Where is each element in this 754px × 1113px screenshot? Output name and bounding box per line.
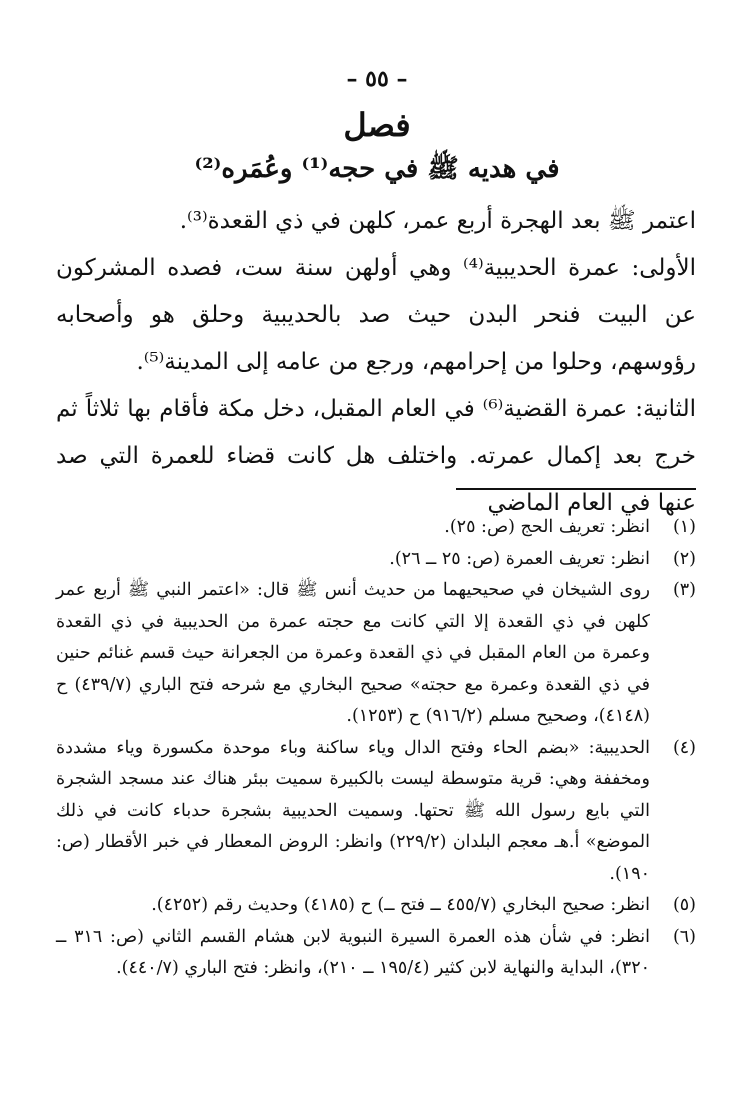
- paragraph-second-umrah: الثانية: عمرة القضية⁽⁶⁾ في العام المقبل، دخل مكة فأقام بها ثلاثاً ثم خرج بعد إكمال عمرته. واختلف هل كانت قضاء للعمرة التي صد عنها في العام الماضي: [56, 396, 696, 516]
- footnote-item: [56, 544, 696, 576]
- main-text: [56, 198, 696, 527]
- footnote-number: (٣): [672, 580, 696, 600]
- footnote-text: انظر: تعريف الحج (ص: ٢٥).: [444, 517, 650, 537]
- footnote-number: (١): [672, 517, 696, 537]
- footnote-number: (٢): [672, 548, 696, 569]
- footnote-separator: [456, 488, 696, 490]
- footnote-number: (٥): [672, 895, 696, 915]
- page-number: – ٥٥ –: [346, 66, 408, 92]
- section-subtitle: في هديه ﷺ في حجه⁽¹⁾ وعُمَره⁽²⁾: [194, 154, 560, 184]
- footnote-text: انظر: صحيح البخاري (٤٥٥/٧ ــ فتح ــ) ح (٤١٨٥) وحديث رقم (٤٢٥٢).: [151, 895, 650, 915]
- footnote-item: [56, 733, 696, 891]
- footnote-item: [56, 512, 696, 544]
- paragraph-first-umrah: الأولى: عمرة الحديبية⁽⁴⁾ وهي أولهن سنة ست، فصده المشركون عن البيت فنحر البدن حيث صد بالحديبية وحلق هو وأصحابه رؤوسهم، وحلوا من إحرامهم، ورجع من عامه إلى المدينة⁽⁵⁾.: [56, 255, 696, 375]
- footnote-item: [56, 922, 696, 985]
- footnote-text: انظر: تعريف العمرة (ص: ٢٥ ــ ٢٦).: [389, 548, 650, 569]
- footnote-text: الحديبية: «بضم الحاء وفتح الدال وياء ساكنة وباء موحدة مكسورة وياء مشددة ومخففة وهي: قرية متوسطة ليست بالكبيرة سميت ببئر هناك عند مسجد الشجرة التي بايع رسول الله ﷺ تحتها. وسميت الحديبية بشجرة حدباء كانت في ذلك الموضع» أ.هـ معجم البلدان (٢٢٩/٢) وانظر: الروض المعطار في خبر الأقطار (ص: ١٩٠).: [56, 737, 650, 884]
- chapter-title: فصل: [343, 106, 411, 144]
- footnote-number: (٦): [672, 926, 696, 947]
- footnote-item: [56, 890, 696, 922]
- paragraph-intro: اعتمر ﷺ بعد الهجرة أربع عمر، كلهن في ذي القعدة⁽³⁾.: [179, 208, 696, 234]
- footnote-number: (٤): [672, 737, 696, 758]
- footnote-text: روى الشيخان في صحيحيهما من حديث أنس ﷺ قال: «اعتمر النبي ﷺ أربع عمر كلهن في ذي القعدة إلا التي كانت مع حجته عمرة من الحديبية في ذي القعدة وعمرة من العام المقبل في ذي القعدة وعمرة من الجعرانة حيث قسم غنائم حنين في ذي القعدة وعمرة مع حجته» صحيح البخاري مع شرحه فتح الباري (٤٣٩/٧) ح (٤١٤٨)، وصحيح مسلم (٩١٦/٢) ح (١٢٥٣).: [56, 580, 650, 726]
- footnotes: [56, 512, 696, 985]
- footnote-text: انظر: في شأن هذه العمرة السيرة النبوية لابن هشام القسم الثاني (ص: ٣١٦ ــ ٣٢٠)، البداية والنهاية لابن كثير (١٩٥/٤ ــ ٢١٠)، وانظر: فتح الباري (٤٤٠/٧).: [56, 926, 650, 978]
- footnote-item: [56, 575, 696, 733]
